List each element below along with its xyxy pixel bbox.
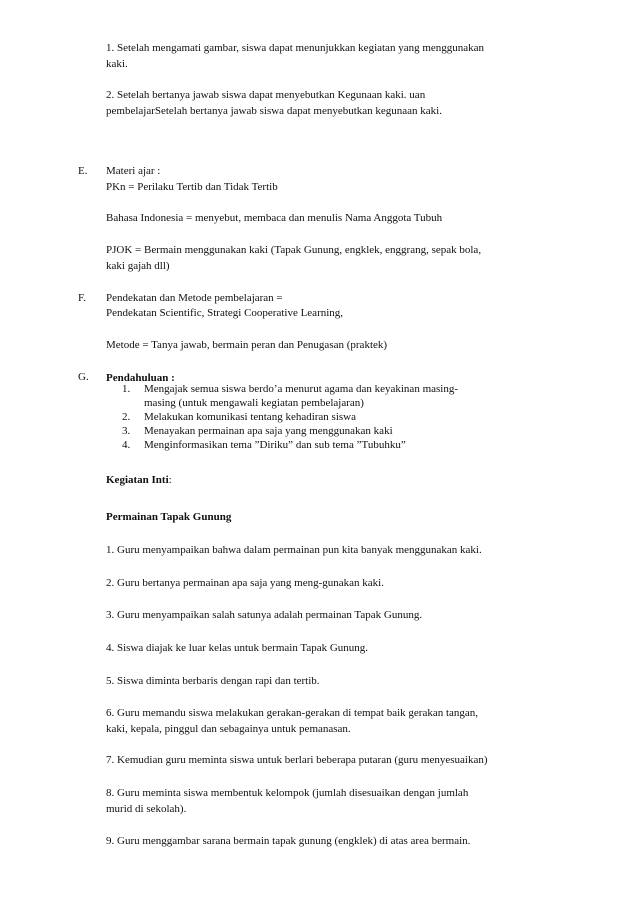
pendahuluan-item-text: Melakukan komunikasi tentang kehadiran siswa	[144, 411, 357, 423]
activity-step: kaki, kepala, pinggul dan sebagainya untuk pemanasan.	[106, 723, 351, 735]
intro-point-1-line-1: 1. Setelah mengamati gambar, siswa dapat menunjukkan kegiatan yang menggunakan	[106, 42, 485, 54]
activity-step: murid di sekolah).	[106, 803, 187, 815]
activity-step: 4. Siswa diajak ke luar kelas untuk bermain Tapak Gunung.	[106, 642, 369, 654]
section-e-label: E.	[78, 165, 88, 177]
activity-step: 3. Guru menyampaikan salah satunya adalah permainan Tapak Gunung.	[106, 609, 423, 621]
activity-step: 1. Guru menyampaikan bahwa dalam permainan pun kita banyak menggunakan kaki.	[106, 544, 482, 556]
pendahuluan-item-text: Menayakan permainan apa saja yang menggunakan kaki	[144, 425, 393, 437]
game-title: Permainan Tapak Gunung	[106, 511, 232, 523]
section-e-line: PJOK = Bermain menggunakan kaki (Tapak Gunung, engklek, enggrang, sepak bola,	[106, 244, 482, 256]
intro-point-1-line-2: kaki.	[106, 58, 128, 70]
intro-point-2-line-1: 2. Setelah bertanya jawab siswa dapat menyebutkan Kegunaan kaki. uan	[106, 89, 426, 101]
section-e-line: Bahasa Indonesia = menyebut, membaca dan menulis Nama Anggota Tubuh	[106, 212, 443, 224]
intro-point-2-line-2: pembelajarSetelah bertanya jawab siswa dapat menyebutkan kegunaan kaki.	[106, 105, 442, 117]
section-f-label: F.	[78, 292, 86, 304]
pendahuluan-item-number: 3.	[122, 425, 131, 437]
section-e-line: kaki gajah dll)	[106, 260, 170, 272]
activity-step: 5. Siswa diminta berbaris dengan rapi dan tertib.	[106, 675, 320, 687]
section-g-title: Pendahuluan :	[106, 372, 175, 384]
activity-step: 6. Guru memandu siswa melakukan gerakan-gerakan di tempat baik gerakan tangan,	[106, 707, 479, 719]
section-e-title: Materi ajar :	[106, 165, 161, 177]
pendahuluan-item-text: Mengajak semua siswa berdo’a menurut agama dan keyakinan masing-	[144, 383, 459, 395]
kegiatan-inti-label: Kegiatan Inti	[106, 474, 169, 486]
section-g-label: G.	[78, 371, 89, 383]
pendahuluan-item-text: masing (untuk mengawali kegiatan pembelajaran)	[144, 397, 364, 409]
section-e-line: PKn = Perilaku Tertib dan Tidak Tertib	[106, 181, 278, 193]
section-f-title: Pendekatan dan Metode pembelajaran =	[106, 292, 283, 304]
activity-step: 2. Guru bertanya permainan apa saja yang meng-gunakan kaki.	[106, 577, 384, 589]
activity-step: 8. Guru meminta siswa membentuk kelompok (jumlah disesuaikan dengan jumlah	[106, 787, 469, 799]
pendahuluan-item-number: 4.	[122, 439, 131, 451]
kegiatan-inti-colon: :	[168, 474, 172, 486]
pendahuluan-item-text: Menginformasikan tema ”Diriku” dan sub tema ”Tubuhku”	[144, 439, 406, 451]
kegiatan-inti-heading	[106, 472, 172, 488]
pendahuluan-item-number: 1.	[122, 383, 131, 395]
activity-step: 9. Guru menggambar sarana bermain tapak gunung (engklek) di atas area bermain.	[106, 835, 471, 847]
section-f-line: Pendekatan Scientific, Strategi Cooperative Learning,	[106, 307, 344, 319]
section-f-line: Metode = Tanya jawab, bermain peran dan Penugasan (praktek)	[106, 339, 388, 351]
pendahuluan-item-number: 2.	[122, 411, 131, 423]
activity-step: 7. Kemudian guru meminta siswa untuk berlari beberapa putaran (guru menyesuaikan)	[106, 754, 488, 766]
